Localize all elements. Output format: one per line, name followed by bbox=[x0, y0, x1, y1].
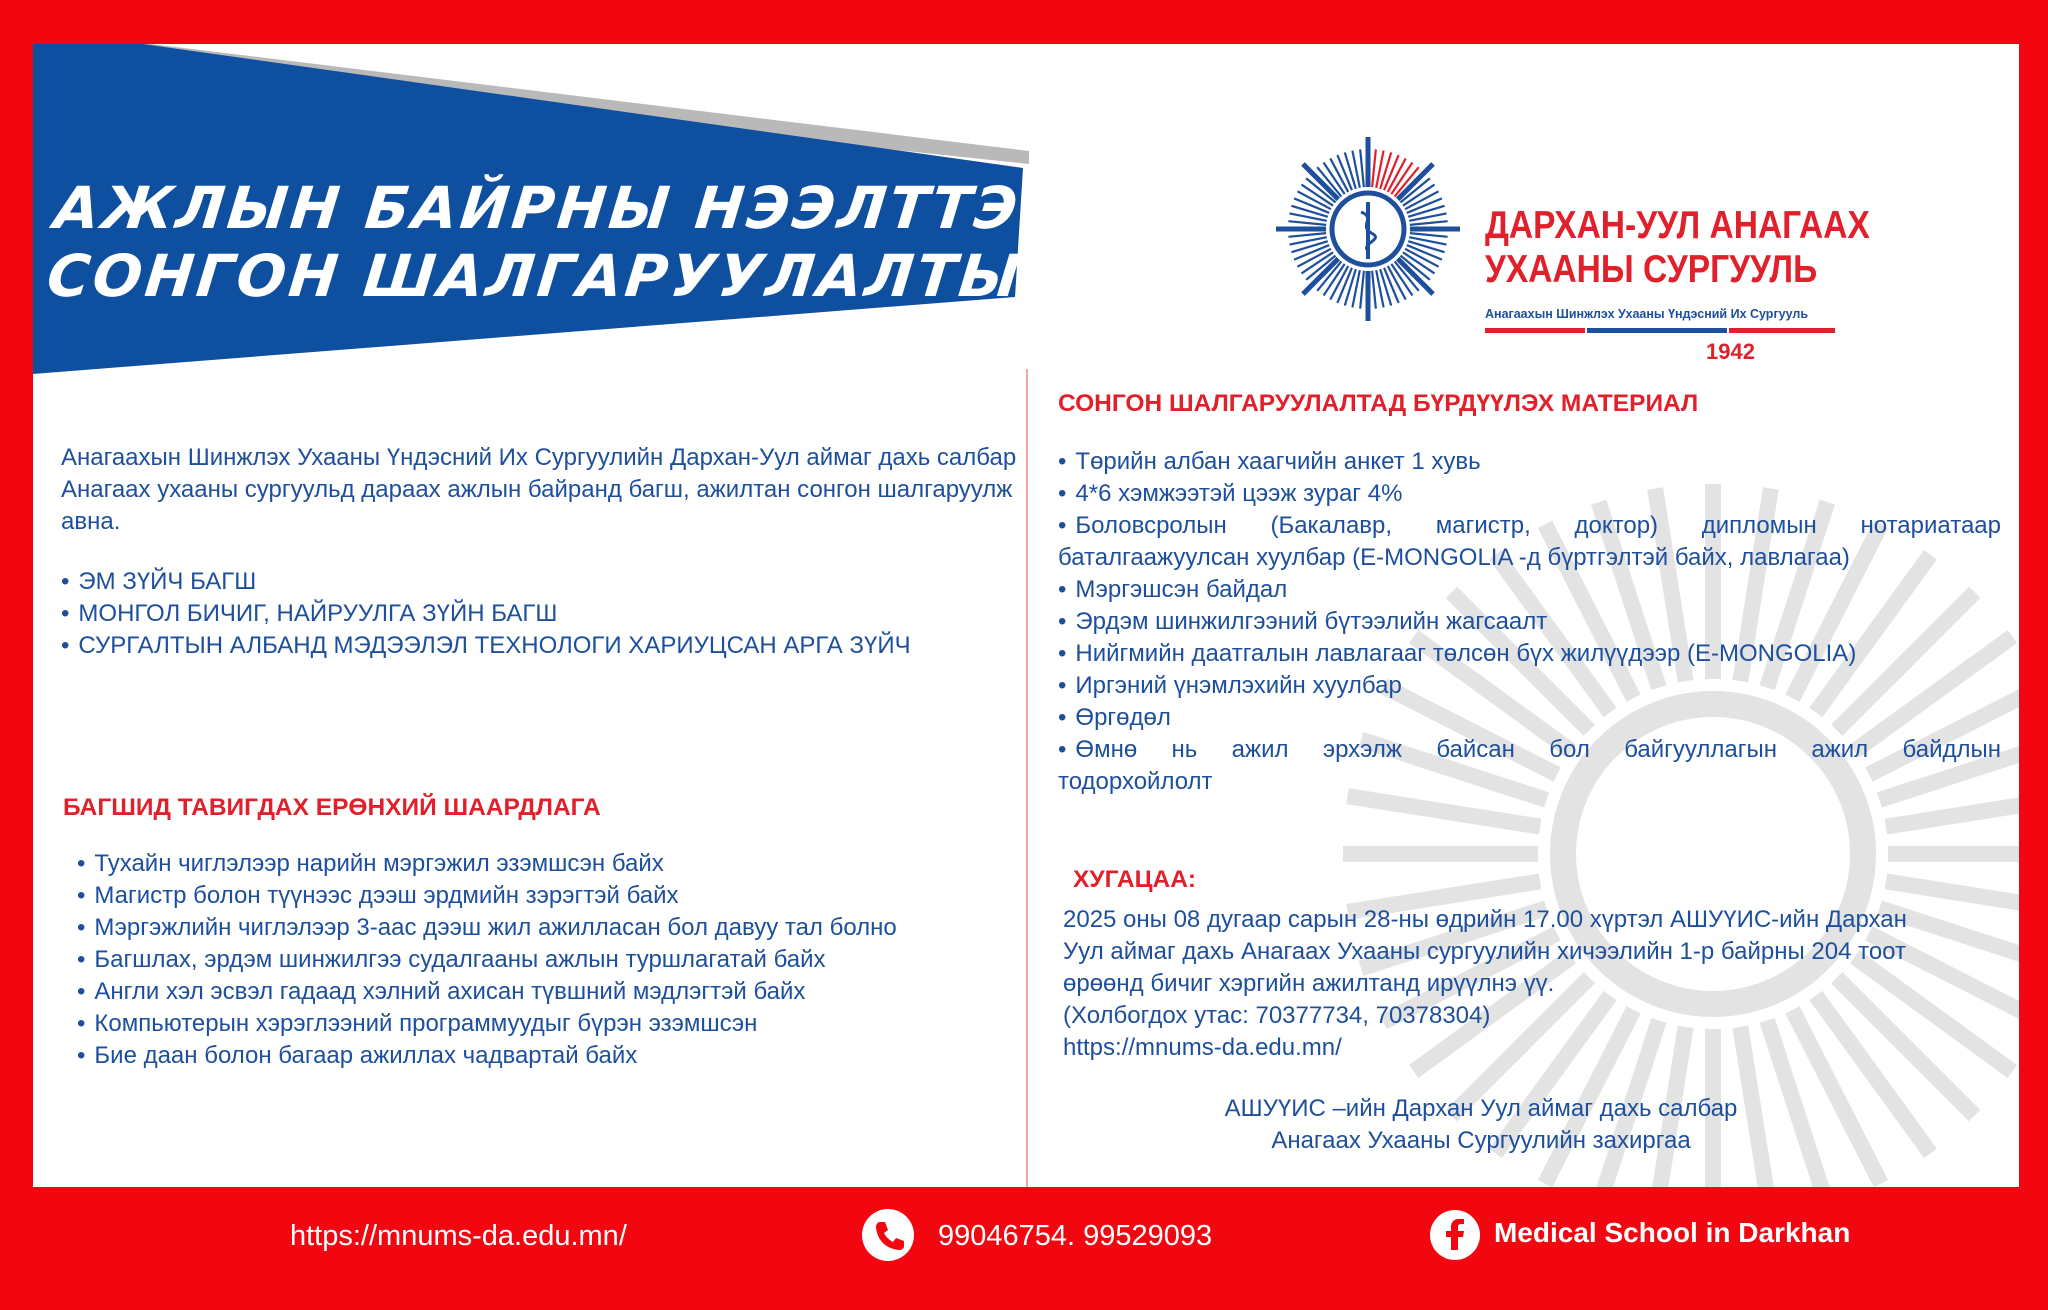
signature: АШУҮИС –ийн Дархан Уул аймаг дахь салбар Анагаах Ухааны Сургуулийн захиргаа bbox=[1224, 1095, 1738, 1154]
list-item: • Өмнө нь ажил эрхэлж байсан бол байгууллагын ажил байдлын тодорхойлолт bbox=[1058, 736, 2001, 795]
facebook-icon[interactable] bbox=[1430, 1210, 1480, 1260]
list-item: • Төрийн албан хаагчийн анкет 1 хувь bbox=[1058, 448, 1481, 475]
list-item: • СУРГАЛТЫН АЛБАНД МЭДЭЭЛЭЛ ТЕХНОЛОГИ ХАРИУЦСАН АРГА ЗҮЙЧ bbox=[61, 632, 911, 659]
list-item: • Өргөдөл bbox=[1058, 704, 1171, 731]
intro-paragraph: Анагаахын Шинжлэх Ухааны Үндэсний Их Сургуулийн Дархан-Уул аймаг дахь салбар Анагаах ухааны сургуульд дараах ажлын байранд багш, ажилтан сонгон шалгаруулж авна. bbox=[61, 444, 1017, 535]
deadline-url[interactable]: https://mnums-da.edu.mn/ bbox=[1063, 1034, 1342, 1061]
materials-heading: СОНГОН ШАЛГАРУУЛАЛТАД БҮРДҮҮЛЭХ МАТЕРИАЛ bbox=[1058, 390, 1699, 417]
school-name: ДАРХАН-УУЛ АНАГААХ УХААНЫ СУРГУУЛЬ bbox=[1485, 204, 1870, 291]
list-item: • Тухайн чиглэлээр нарийн мэргэжил эзэмшсэн байх bbox=[77, 850, 664, 877]
requirements-heading: БАГШИД ТАВИГДАХ ЕРӨНХИЙ ШААРДЛАГА bbox=[63, 794, 601, 821]
deadline-text: 2025 оны 08 дугаар сарын 28-ны өдрийн 17.00 хүртэл АШУҮИС-ийн Дархан Уул аймаг дахь Анагаах Ухааны сургуулийн хичээлийн 1-р байрны 204 тоот өрөөнд бичиг хэргийн ажилтанд ирүүлнэ үү. (Холбогдох утас: 70377734, 70378304) https://mnums-da.edu.mn/ bbox=[1063, 904, 2013, 1064]
founding-year: 1942 bbox=[1706, 339, 1755, 364]
list-item: • МОНГОЛ БИЧИГ, НАЙРУУЛГА ЗҮЙН БАГШ bbox=[61, 600, 558, 627]
list-item: • Боловсролын (Бакалавр, магистр, доктор) дипломын нотариатаар баталгаажуулсан хуулбар (E-MONGOLIA -д бүртгэлтэй байх, лавлагаа) bbox=[1058, 512, 2001, 571]
deadline-heading: ХУГАЦАА: bbox=[1073, 866, 1197, 893]
list-item: • Англи хэл эсвэл гадаад хэлний ахисан түвшний мэдлэгтэй байх bbox=[77, 978, 806, 1005]
content-card bbox=[33, 44, 2019, 1187]
materials-list bbox=[1058, 446, 2001, 798]
footer-url-link[interactable]: https://mnums-da.edu.mn/ bbox=[290, 1220, 627, 1252]
list-item: • Магистр болон түүнээс дээш эрдмийн зэрэгтэй байх bbox=[77, 882, 679, 909]
school-logo bbox=[1273, 134, 1870, 364]
list-item: • Компьютерын хэрэглээний программуудыг бүрэн эзэмшсэн bbox=[77, 1010, 758, 1037]
list-item: • ЭМ ЗҮЙЧ БАГШ bbox=[61, 568, 257, 595]
list-item: • Мэргэжлийн чиглэлээр 3-аас дээш жил ажилласан бол давуу тал болно bbox=[77, 914, 897, 941]
phone-icon bbox=[862, 1209, 914, 1261]
footer-facebook-link[interactable]: Medical School in Darkhan bbox=[1494, 1217, 1851, 1248]
list-item: • Багшлах, эрдэм шинжилгээ судалгааны ажлын туршлагатай байх bbox=[77, 946, 826, 973]
list-item: • Нийгмийн даатгалын лавлагааг төлсөн бүх жилүүдээр (E-MONGOLIA) bbox=[1058, 640, 1857, 667]
list-item: • Эрдэм шинжилгээний бүтээлийн жагсаалт bbox=[1058, 608, 1548, 635]
requirements-list bbox=[77, 848, 897, 1072]
banner-title: АЖЛЫН БАЙРНЫ НЭЭЛТТЭЙ СОНГОН ШАЛГАРУУЛАЛТЫН ЗАР bbox=[43, 174, 1239, 310]
positions-list bbox=[61, 566, 911, 662]
logo-underline bbox=[1485, 328, 1835, 333]
list-item: • Бие даан болон багаар ажиллах чадвартай байх bbox=[77, 1042, 638, 1069]
school-subtitle: Анагаахын Шинжлэх Ухааны Үндэсний Их Сургууль bbox=[1485, 307, 1809, 321]
list-item: • Иргэний үнэмлэхийн хуулбар bbox=[1058, 672, 1402, 699]
footer-phone: 99046754. 99529093 bbox=[938, 1220, 1213, 1252]
list-item: • Мэргэшсэн байдал bbox=[1058, 576, 1288, 603]
university-logo-emblem bbox=[1273, 134, 1463, 324]
list-item: • 4*6 хэмжээтэй цээж зураг 4% bbox=[1058, 480, 1403, 507]
column-divider bbox=[1026, 369, 1028, 1187]
